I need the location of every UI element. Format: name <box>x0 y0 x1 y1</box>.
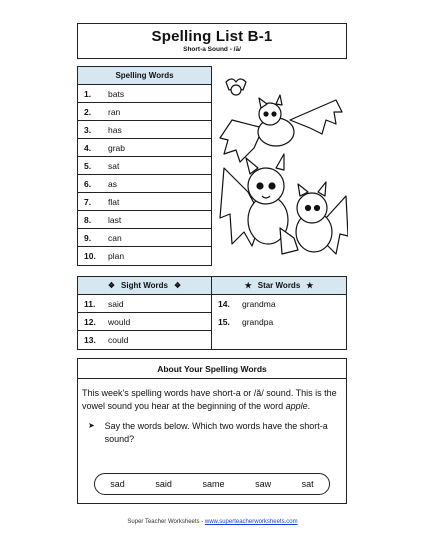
list-item <box>78 85 211 103</box>
word-choice: sat <box>301 479 314 489</box>
item-number: 9. <box>84 232 92 243</box>
list-item <box>78 139 211 157</box>
item-word: as <box>108 178 117 189</box>
item-word: grandma <box>242 299 276 309</box>
list-item <box>78 175 211 193</box>
list-item <box>78 103 211 121</box>
item-word: grab <box>108 142 126 153</box>
item-word: grandpa <box>242 317 274 327</box>
sight-star-words <box>77 276 347 350</box>
word-choices <box>94 473 330 495</box>
footer <box>0 519 425 525</box>
about-text-emphasis: apple <box>285 400 308 411</box>
item-number: 3. <box>84 124 92 135</box>
list-item <box>78 193 211 211</box>
item-word: could <box>108 335 129 345</box>
instruction-bullet <box>78 412 346 445</box>
about-text <box>78 379 346 412</box>
item-number: 4. <box>84 142 92 153</box>
star-words-header <box>212 277 346 295</box>
spelling-words-table <box>77 66 212 266</box>
instruction-text: Say the words below. Which two words have the short-a sound? <box>104 421 328 444</box>
word-choice: sad <box>110 479 125 489</box>
arrow-bullet-icon: ➤ <box>88 421 95 430</box>
sight-words-header <box>78 277 211 295</box>
footer-link[interactable]: www.superteacherworksheets.com <box>204 519 298 525</box>
item-word: would <box>108 316 131 327</box>
sight-words-label: Sight Words <box>121 281 168 290</box>
item-word: ran <box>108 106 121 117</box>
star-words-column <box>212 277 346 349</box>
item-number: 7. <box>84 196 92 207</box>
about-text-end: . <box>307 400 311 411</box>
about-box <box>77 358 347 504</box>
item-number: 6. <box>84 178 92 189</box>
bats-illustration <box>218 68 348 264</box>
item-word: flat <box>108 196 120 207</box>
word-choice: said <box>155 479 172 489</box>
word-choice: saw <box>255 479 272 489</box>
item-number: 15. <box>218 317 230 327</box>
about-header: About Your Spelling Words <box>78 359 346 379</box>
item-number: 5. <box>84 160 92 171</box>
list-item <box>212 295 346 313</box>
diamond-flower-icon: ❖ <box>107 281 116 290</box>
list-item <box>212 313 346 331</box>
list-item <box>78 157 211 175</box>
item-word: sat <box>108 160 120 171</box>
title-box <box>77 23 347 59</box>
page-title: Spelling List B-1 <box>151 28 273 45</box>
list-item <box>78 229 211 247</box>
word-choice: same <box>202 479 225 489</box>
item-number: 2. <box>84 106 92 117</box>
item-number: 12. <box>84 316 96 327</box>
item-word: can <box>108 232 122 243</box>
spelling-words-header: Spelling Words <box>78 67 211 85</box>
list-item <box>78 313 211 331</box>
list-item <box>78 331 211 349</box>
item-number: 8. <box>84 214 92 225</box>
diamond-flower-icon: ❖ <box>173 281 182 290</box>
item-number: 14. <box>218 299 230 309</box>
item-word: has <box>108 124 122 135</box>
list-item <box>78 247 211 265</box>
star-words-label: Star Words <box>257 281 301 290</box>
item-number: 11. <box>84 298 96 309</box>
item-number: 10. <box>84 251 96 261</box>
page-subtitle: Short-a Sound - /ă/ <box>183 46 241 53</box>
item-word: said <box>108 298 124 309</box>
list-item <box>78 121 211 139</box>
item-number: 1. <box>84 88 92 99</box>
item-word: plan <box>108 251 125 261</box>
item-number: 13. <box>84 335 96 345</box>
item-word: bats <box>108 88 125 99</box>
about-text-main: This week's spelling words have short-a or /ă/ sound. This is the vowel sound you hear at the beginning of the word <box>82 388 337 411</box>
star-icon: ★ <box>306 281 314 290</box>
footer-text: Super Teacher Worksheets - <box>127 519 205 525</box>
list-item <box>78 295 211 313</box>
list-item <box>78 211 211 229</box>
star-icon: ★ <box>244 281 252 290</box>
item-word: last <box>108 214 122 225</box>
sight-words-column <box>78 277 212 349</box>
